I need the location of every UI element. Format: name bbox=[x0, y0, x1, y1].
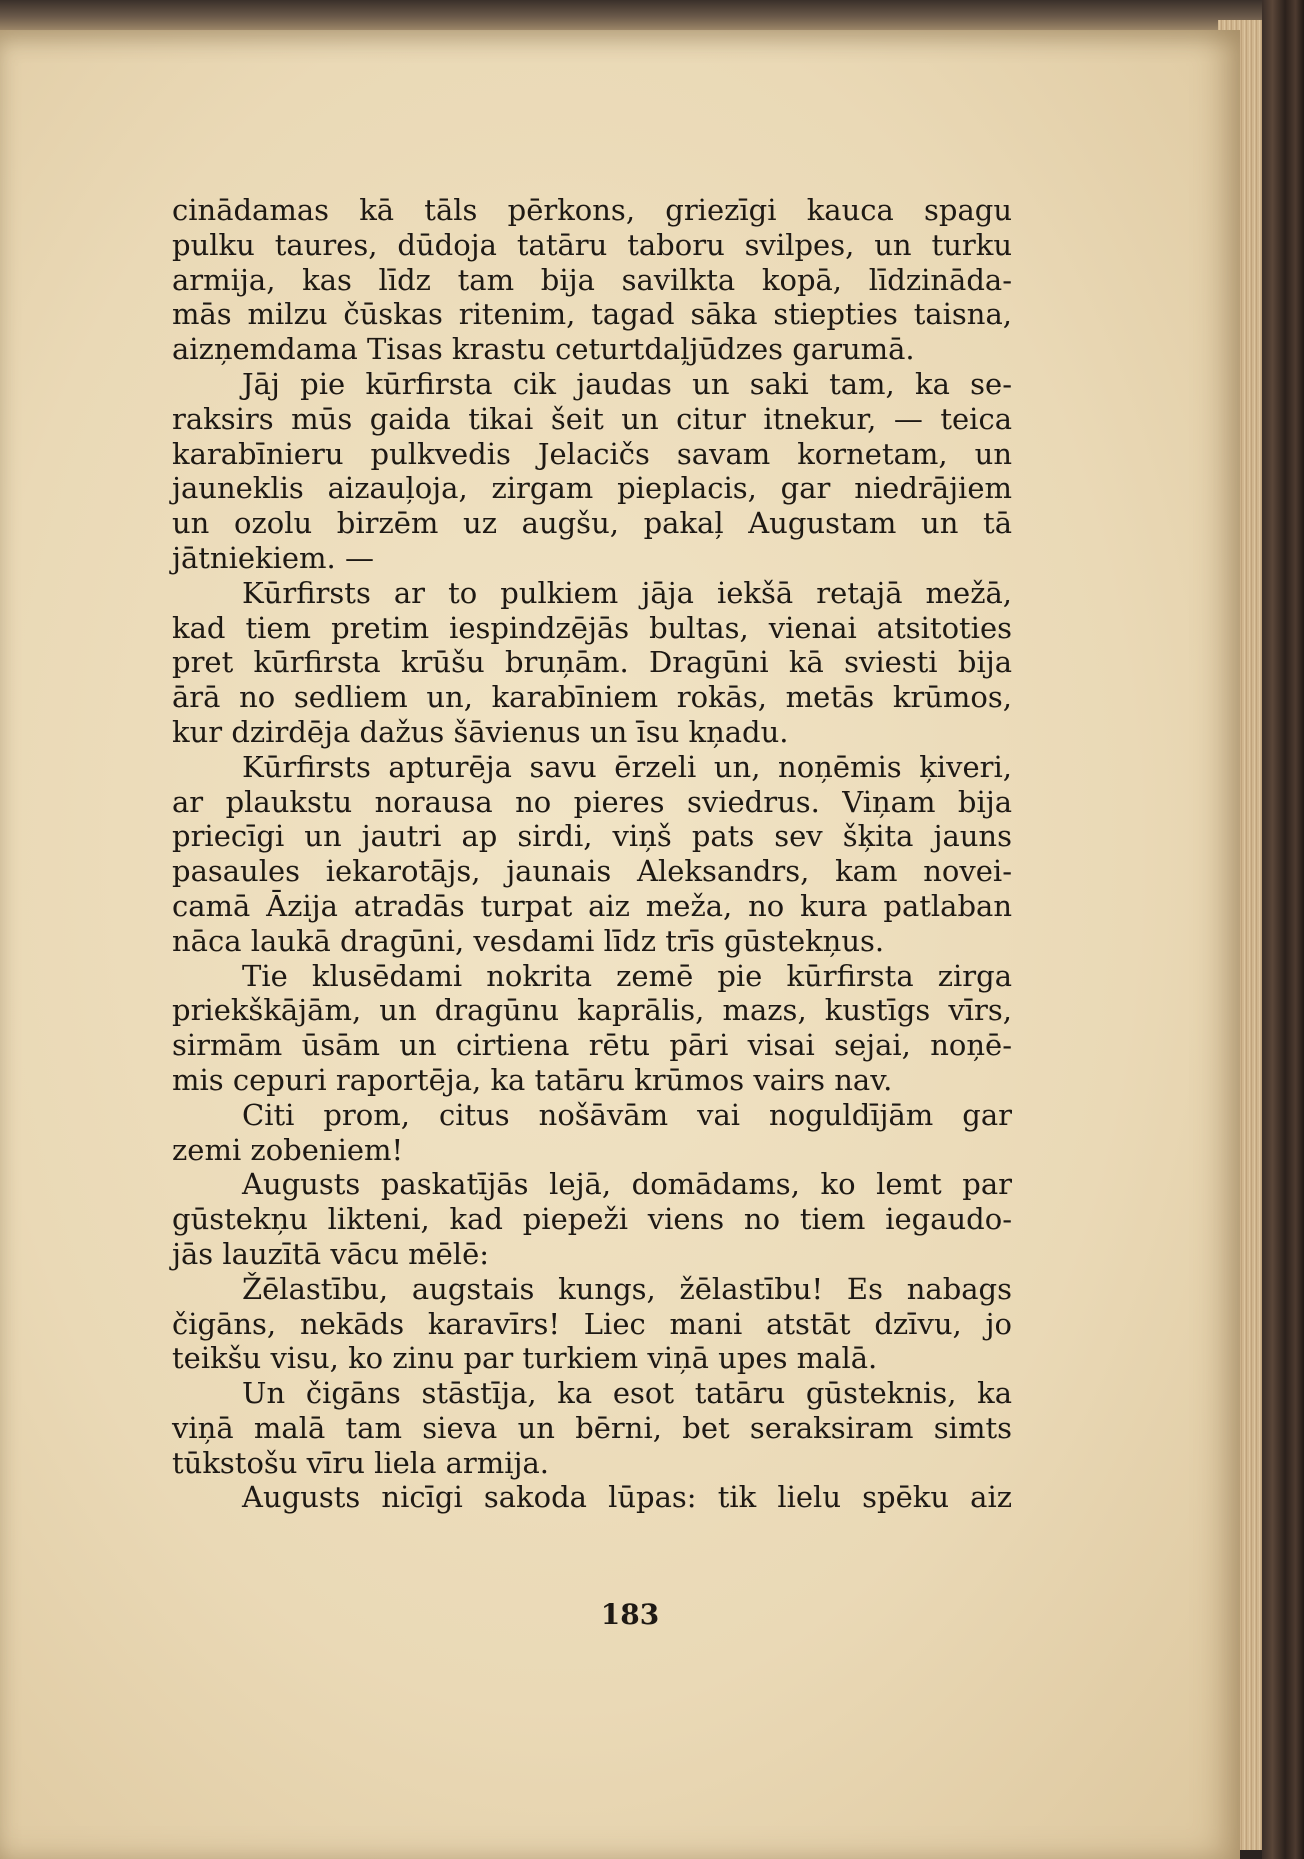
book-cover-edge bbox=[1262, 0, 1304, 1859]
text-line: nāca laukā dragūni, vesdami līdz trīs gūstekņus. bbox=[172, 923, 885, 958]
text-line: pulku taures, dūdoja tatāru taboru svilpes, un turku bbox=[172, 227, 1012, 262]
text-line: viņā malā tam sieva un bērni, bet seraksiram simts bbox=[172, 1410, 1012, 1445]
text-line: mis cepuri raportēja, ka tatāru krūmos vairs nav. bbox=[172, 1062, 893, 1097]
text-line: pret kūrfirsta krūšu bruņām. Dragūni kā sviesti bija bbox=[172, 645, 1012, 680]
book-page bbox=[0, 30, 1240, 1859]
text-line: Žēlastību, augstais kungs, žēlastību! Es nabags bbox=[242, 1271, 1012, 1306]
text-line: teikšu visu, ko zinu par turkiem viņā upes malā. bbox=[172, 1341, 878, 1376]
text-line: tūkstošu vīru liela armija. bbox=[172, 1445, 550, 1480]
text-line: camā Āzija atradās turpat aiz meža, no kura patlaban bbox=[172, 888, 1012, 923]
text-line: čigāns, nekāds karavīrs! Liec mani atstāt dzīvu, jo bbox=[172, 1306, 1012, 1341]
text-line: jās lauzītā vācu mēlē: bbox=[172, 1236, 490, 1271]
text-line: Citi prom, citus nošāvām vai noguldījām gar bbox=[242, 1097, 1012, 1132]
text-line: Un čigāns stāstīja, ka esot tatāru gūsteknis, ka bbox=[242, 1376, 1012, 1411]
text-line: mās milzu čūskas ritenim, tagad sāka stiepties taisna, bbox=[172, 297, 1012, 332]
text-line: priecīgi un jautri ap sirdi, viņš pats sev šķita jauns bbox=[172, 819, 1012, 854]
body-text bbox=[172, 193, 1012, 1515]
text-line: un ozolu birzēm uz augšu, pakaļ Augustam un tā bbox=[172, 506, 1012, 541]
text-line: Kūrfirsts apturēja savu ērzeli un, noņēmis ķiveri, bbox=[242, 749, 1012, 784]
text-line: kad tiem pretim iespindzējās bultas, vienai atsitoties bbox=[172, 610, 1012, 645]
text-line: zemi zobeniem! bbox=[172, 1132, 404, 1167]
text-line: raksirs mūs gaida tikai šeit un citur itnekur, — teica bbox=[172, 401, 1012, 436]
text-line: kur dzirdēja dažus šāvienus un īsu kņadu. bbox=[172, 714, 789, 749]
page-number: 183 bbox=[600, 1598, 660, 1631]
text-line: Augusts paskatījās lejā, domādams, ko lemt par bbox=[242, 1167, 1012, 1202]
text-line: ārā no sedliem un, karabīniem rokās, metās krūmos, bbox=[172, 680, 1012, 715]
text-line: jauneklis aizauļoja, zirgam pieplacis, gar niedrājiem bbox=[172, 471, 1012, 506]
text-line: cinādamas kā tāls pērkons, griezīgi kauca spagu bbox=[172, 193, 1012, 227]
text-line: pasaules iekarotājs, jaunais Aleksandrs, kam novei- bbox=[172, 854, 1012, 889]
text-line: Kūrfirsts ar to pulkiem jāja iekšā retajā mežā, bbox=[242, 575, 1012, 610]
text-line: Jāj pie kūrfirsta cik jaudas un saki tam, ka se- bbox=[242, 366, 1012, 401]
text-line: ar plaukstu norausa no pieres sviedrus. Viņam bija bbox=[172, 784, 1012, 819]
text-line: jātniekiem. — bbox=[172, 540, 374, 575]
text-line: armija, kas līdz tam bija savilkta kopā, līdzināda- bbox=[172, 262, 1012, 297]
text-line: aizņemdama Tisas krastu ceturtdaļjūdzes garumā. bbox=[172, 332, 915, 367]
text-line: karabīnieru pulkvedis Jelacičs savam kornetam, un bbox=[172, 436, 1012, 471]
text-line: gūstekņu likteni, kad piepeži viens no tiem iegaudo- bbox=[172, 1202, 1012, 1237]
text-line: priekškājām, un dragūnu kaprālis, mazs, kustīgs vīrs, bbox=[172, 993, 1012, 1028]
text-line: Augusts nicīgi sakoda lūpas: tik lielu spēku aiz bbox=[242, 1480, 1012, 1515]
text-line: sirmām ūsām un cirtiena rētu pāri visai sejai, noņē- bbox=[172, 1028, 1012, 1063]
text-line: Tie klusēdami nokrita zemē pie kūrfirsta zirga bbox=[242, 958, 1012, 993]
